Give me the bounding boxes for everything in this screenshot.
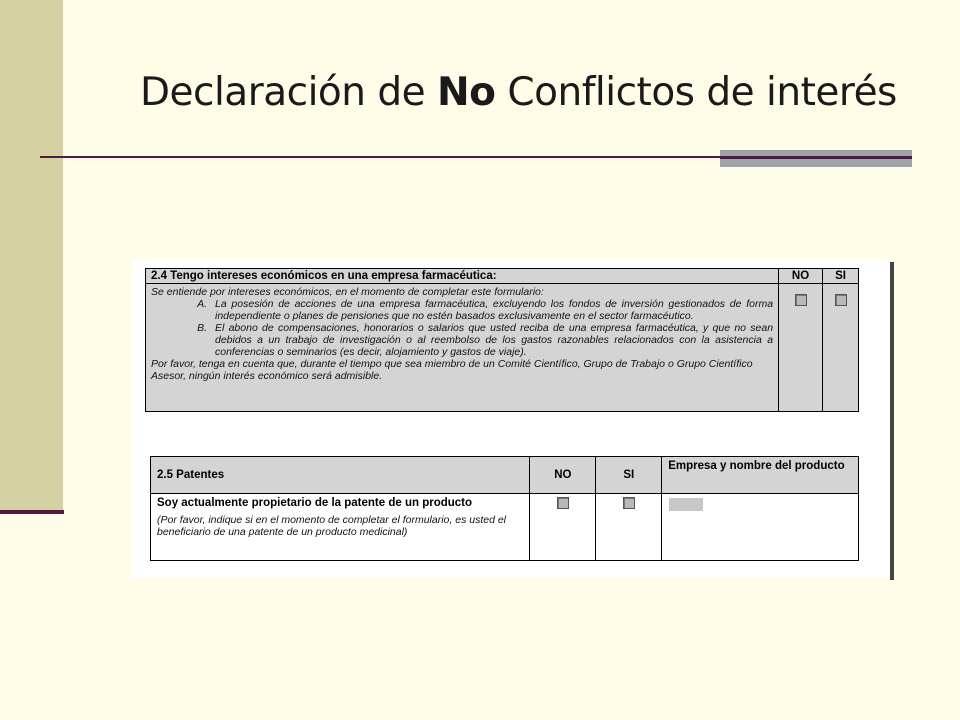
patent-row-note: (Por favor, indique si en el momento de completar el formulario, es usted el beneficiario de una patente de un producto medicinal) xyxy=(157,514,507,538)
slide-title xyxy=(140,70,897,115)
si-cell xyxy=(823,284,859,412)
list-item xyxy=(151,298,773,322)
economic-si-checkbox[interactable] xyxy=(835,294,847,306)
list-item xyxy=(151,322,773,358)
sidebar-accent-line xyxy=(0,510,64,514)
item-text: El abono de compensaciones, honorarios o salarios que usted reciba de una empresa farmacéutica, y que no sean debidos a un trabajo de investigación o al reembolso de los gastos razonables relacionados con la asistencia a conferencias o seminarios (es decir, alojamiento y gastos de viaje). xyxy=(215,322,774,358)
economic-no-checkbox[interactable] xyxy=(795,294,807,306)
economic-interests-heading: 2.4 Tengo intereses económicos en una empresa farmacéutica: xyxy=(146,269,779,284)
economic-interests-description xyxy=(146,284,779,412)
closing-text: Por favor, tenga en cuenta que, durante el tiempo que sea miembro de un Comité Científico, Grupo de Trabajo o Grupo Científico Asesor, ningún interés económico será admisible. xyxy=(151,358,753,382)
patent-si-checkbox[interactable] xyxy=(623,497,635,509)
title-bold-word: No xyxy=(437,70,496,115)
col-si-header: SI xyxy=(596,457,662,494)
decorative-sidebar xyxy=(0,0,63,510)
patents-heading: 2.5 Patentes xyxy=(151,457,530,494)
patent-row-description xyxy=(151,494,530,561)
patent-row-title: Soy actualmente propietario de la patente de un producto xyxy=(157,497,473,509)
economic-interests-table xyxy=(145,268,859,412)
title-divider-accent xyxy=(720,150,912,167)
company-cell xyxy=(662,494,859,561)
patents-table xyxy=(150,456,859,561)
intro-text: Se entiende por intereses económicos, en el momento de completar este formulario: xyxy=(151,286,544,298)
si-cell xyxy=(596,494,662,561)
col-si-header: SI xyxy=(823,269,859,284)
no-cell xyxy=(530,494,596,561)
patent-no-checkbox[interactable] xyxy=(557,497,569,509)
scan-edge xyxy=(890,262,894,580)
no-cell xyxy=(779,284,823,412)
col-company-header: Empresa y nombre del producto xyxy=(662,457,859,494)
col-no-header: NO xyxy=(530,457,596,494)
item-label: A. xyxy=(197,298,207,310)
title-part2: Conflictos de interés xyxy=(495,70,897,115)
col-no-header: NO xyxy=(779,269,823,284)
company-input-field[interactable] xyxy=(669,498,703,511)
item-text: La posesión de acciones de una empresa farmacéutica, excluyendo los fondos de inversión gestionados de forma independiente o planes de pensiones que no estén basados exclusivamente en el sector farmacéutico. xyxy=(215,298,774,322)
title-part1: Declaración de xyxy=(140,70,438,115)
item-label: B. xyxy=(197,322,207,334)
